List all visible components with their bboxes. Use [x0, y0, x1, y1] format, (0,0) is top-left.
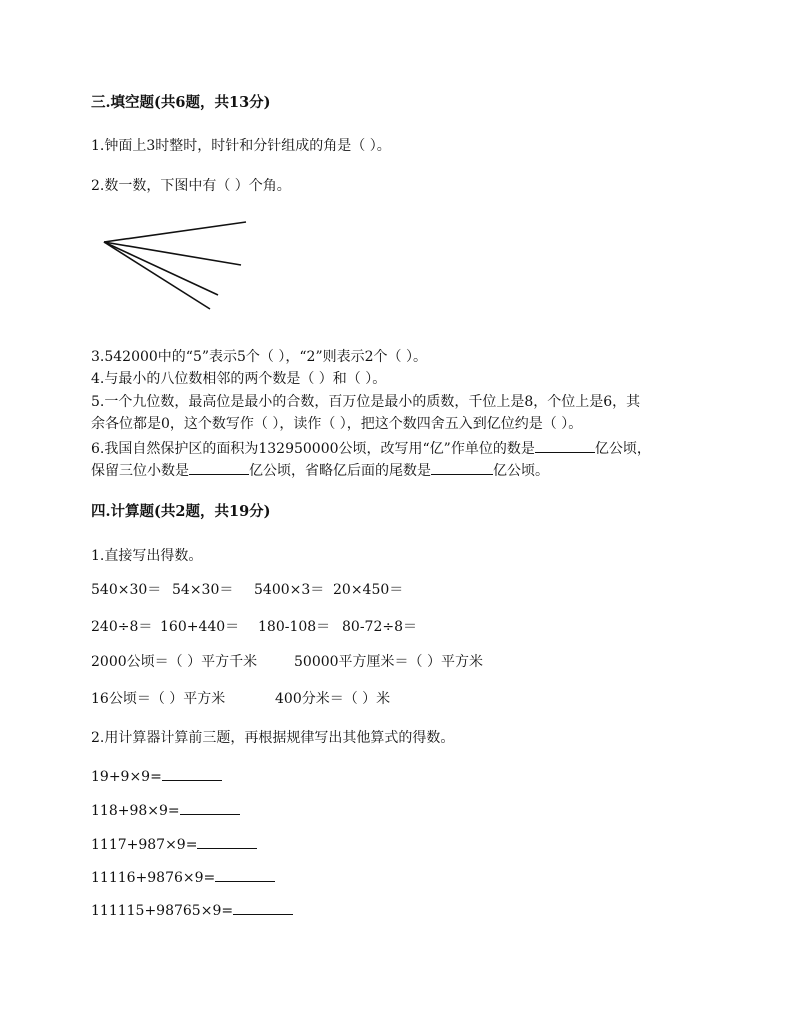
expr-line: [91, 899, 293, 921]
section-3-heading: 三.填空题(共6题，共13分): [91, 94, 271, 111]
section-4-heading: 四.计算题(共2题，共19分): [91, 503, 271, 520]
answer-blank[interactable]: [215, 866, 275, 882]
question-3-6-line-2: [91, 459, 549, 481]
calc-item: 5400×3＝: [254, 582, 325, 598]
expr-line: [91, 833, 257, 855]
calc-item: 540×30＝: [91, 582, 162, 598]
calc-row-1: [91, 580, 403, 600]
q6-text-d: 亿公顷，省略亿后面的尾数是: [249, 463, 431, 479]
expr-line: [91, 866, 275, 888]
ray-4: [104, 242, 210, 309]
q6-text-b: 亿公顷，: [594, 441, 651, 457]
expr-line: [91, 799, 240, 821]
calc-item: 160+440＝: [160, 619, 240, 635]
ray-1: [104, 222, 246, 242]
expr-text: 118+98×9=: [91, 803, 180, 819]
ray-2: [104, 242, 241, 265]
question-3-4: 4.与最小的八位数相邻的两个数是（ ）和（ ）。: [91, 371, 387, 387]
calc-item: 80-72÷8＝: [342, 619, 417, 635]
answer-blank[interactable]: [535, 437, 595, 453]
calc-item: 2000公顷＝（ ）平方千米: [91, 654, 258, 670]
calc-row-3: [91, 652, 483, 672]
answer-blank[interactable]: [431, 459, 493, 475]
question-3-6-line-1: [91, 437, 651, 459]
calc-item: 400分米＝（ ）米: [275, 691, 391, 707]
angle-figure: [100, 218, 250, 313]
question-3-2: 2.数一数，下图中有（ ）个角。: [91, 178, 291, 194]
question-4-1: 1.直接写出得数。: [91, 548, 203, 564]
calc-item: 16公顷＝（ ）平方米: [91, 691, 226, 707]
q6-text-e: 亿公顷。: [493, 463, 549, 479]
q6-text-a: 6.我国自然保护区的面积为132950000公顷，改写用“亿”作单位的数是: [91, 441, 535, 457]
calc-row-4: [91, 689, 390, 709]
question-3-1: 1.钟面上3时整时，时针和分针组成的角是（ ）。: [91, 138, 391, 154]
question-3-5-line-2: 余各位都是0，这个数写作（ ），读作（ ），把这个数四舍五入到亿位约是（ ）。: [91, 416, 583, 432]
calc-item: 20×450＝: [333, 582, 404, 598]
question-3-5-line-1: 5.一个九位数，最高位是最小的合数，百万位是最小的质数，千位上是8，个位上是6，其: [91, 394, 641, 410]
answer-blank[interactable]: [162, 765, 222, 781]
calc-item: 54×30＝: [172, 582, 234, 598]
question-4-2: 2.用计算器计算前三题，再根据规律写出其他算式的得数。: [91, 730, 455, 746]
answer-blank[interactable]: [180, 799, 240, 815]
expr-line: [91, 765, 222, 787]
answer-blank[interactable]: [189, 459, 249, 475]
answer-blank[interactable]: [197, 833, 257, 849]
calc-item: 180-108＝: [258, 619, 331, 635]
expr-text: 111115+98765×9=: [91, 903, 234, 919]
question-3-3: 3.542000中的“5”表示5个（ ），“2”则表示2个（ ）。: [91, 349, 427, 365]
calc-item: 50000平方厘米＝（ ）平方米: [294, 654, 483, 670]
calc-row-2: [91, 617, 417, 637]
expr-text: 11116+9876×9=: [91, 870, 216, 886]
expr-text: 1117+987×9=: [91, 837, 198, 853]
q6-text-c: 保留三位小数是: [91, 463, 189, 479]
ray-3: [104, 242, 218, 295]
answer-blank[interactable]: [233, 899, 293, 915]
calc-item: 240÷8＝: [91, 619, 153, 635]
expr-text: 19+9×9=: [91, 769, 162, 785]
